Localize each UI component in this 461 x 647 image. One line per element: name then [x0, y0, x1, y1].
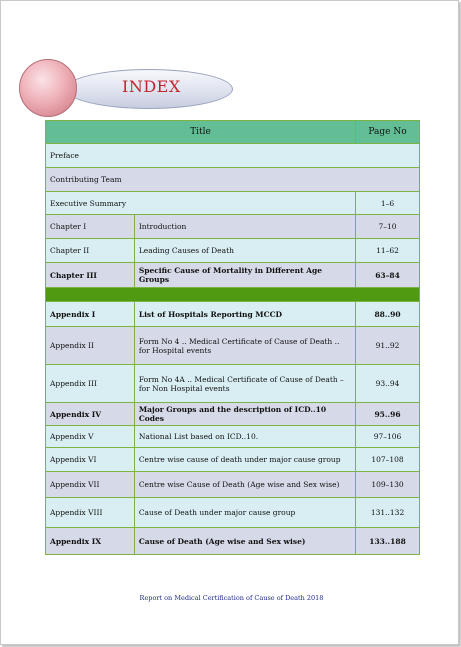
row-executive-summary — [46, 192, 420, 215]
chapter-label: Chapter II — [46, 239, 135, 263]
appendix-label: Appendix V — [46, 426, 135, 448]
separator-bar — [46, 288, 420, 302]
table-of-contents — [45, 120, 420, 555]
row-appendix-5 — [46, 426, 420, 448]
row-appendix-6 — [46, 448, 420, 472]
row-appendix-8 — [46, 498, 420, 528]
row-chapter-1 — [46, 215, 420, 239]
appendix-label: Appendix VI — [46, 448, 135, 472]
appendix-pages: 131..132 — [356, 498, 420, 528]
header-title: Title — [46, 121, 356, 144]
appendix-title: Centre wise cause of death under major cause group — [134, 448, 355, 472]
chapter-pages: 7–10 — [356, 215, 420, 239]
appendix-title: List of Hospitals Reporting MCCD — [134, 302, 355, 327]
row-chapter-3 — [46, 263, 420, 288]
executive-summary-label: Executive Summary — [46, 192, 356, 215]
row-appendix-2 — [46, 327, 420, 365]
appendix-label: Appendix VII — [46, 472, 135, 498]
row-preface — [46, 144, 420, 168]
chapter-title: Introduction — [134, 215, 355, 239]
appendix-pages: 93..94 — [356, 365, 420, 403]
contributing-team-label: Contributing Team — [46, 168, 420, 192]
row-appendix-4 — [46, 403, 420, 426]
executive-summary-pages: 1–6 — [356, 192, 420, 215]
appendix-label: Appendix I — [46, 302, 135, 327]
appendix-pages: 97–106 — [356, 426, 420, 448]
appendix-pages: 133..188 — [356, 528, 420, 555]
separator-row — [46, 288, 420, 302]
appendix-title: Form No 4 .. Medical Certificate of Cause of Death .. for Hospital events — [134, 327, 355, 365]
chapter-title: Specific Cause of Mortality in Different Age Groups — [134, 263, 355, 288]
index-title: INDEX — [122, 77, 181, 96]
chapter-pages: 63–84 — [356, 263, 420, 288]
appendix-pages: 88..90 — [356, 302, 420, 327]
appendix-label: Appendix IX — [46, 528, 135, 555]
appendix-title: Cause of Death under major cause group — [134, 498, 355, 528]
appendix-label: Appendix IV — [46, 403, 135, 426]
row-appendix-3 — [46, 365, 420, 403]
chapter-title: Leading Causes of Death — [134, 239, 355, 263]
appendix-title: Centre wise Cause of Death (Age wise and Sex wise) — [134, 472, 355, 498]
index-circle-ornament — [19, 59, 77, 117]
appendix-pages: 95..96 — [356, 403, 420, 426]
chapter-pages: 11–62 — [356, 239, 420, 263]
chapter-label: Chapter III — [46, 263, 135, 288]
appendix-title: Cause of Death (Age wise and Sex wise) — [134, 528, 355, 555]
header-page-no: Page No — [356, 121, 420, 144]
row-appendix-1 — [46, 302, 420, 327]
table-header-row — [46, 121, 420, 144]
page-footer: Report on Medical Certification of Cause of Death 2018 — [139, 594, 324, 602]
appendix-title: National List based on ICD..10. — [134, 426, 355, 448]
appendix-label: Appendix II — [46, 327, 135, 365]
appendix-pages: 109–130 — [356, 472, 420, 498]
appendix-label: Appendix VIII — [46, 498, 135, 528]
row-contributing-team — [46, 168, 420, 192]
row-appendix-7 — [46, 472, 420, 498]
appendix-label: Appendix III — [46, 365, 135, 403]
chapter-label: Chapter I — [46, 215, 135, 239]
appendix-pages: 91..92 — [356, 327, 420, 365]
appendix-title: Major Groups and the description of ICD..10 Codes — [134, 403, 355, 426]
appendix-title: Form No 4A .. Medical Certificate of Cause of Death – for Non Hospital events — [134, 365, 355, 403]
row-appendix-9 — [46, 528, 420, 555]
row-chapter-2 — [46, 239, 420, 263]
preface-label: Preface — [46, 144, 420, 168]
appendix-pages: 107–108 — [356, 448, 420, 472]
